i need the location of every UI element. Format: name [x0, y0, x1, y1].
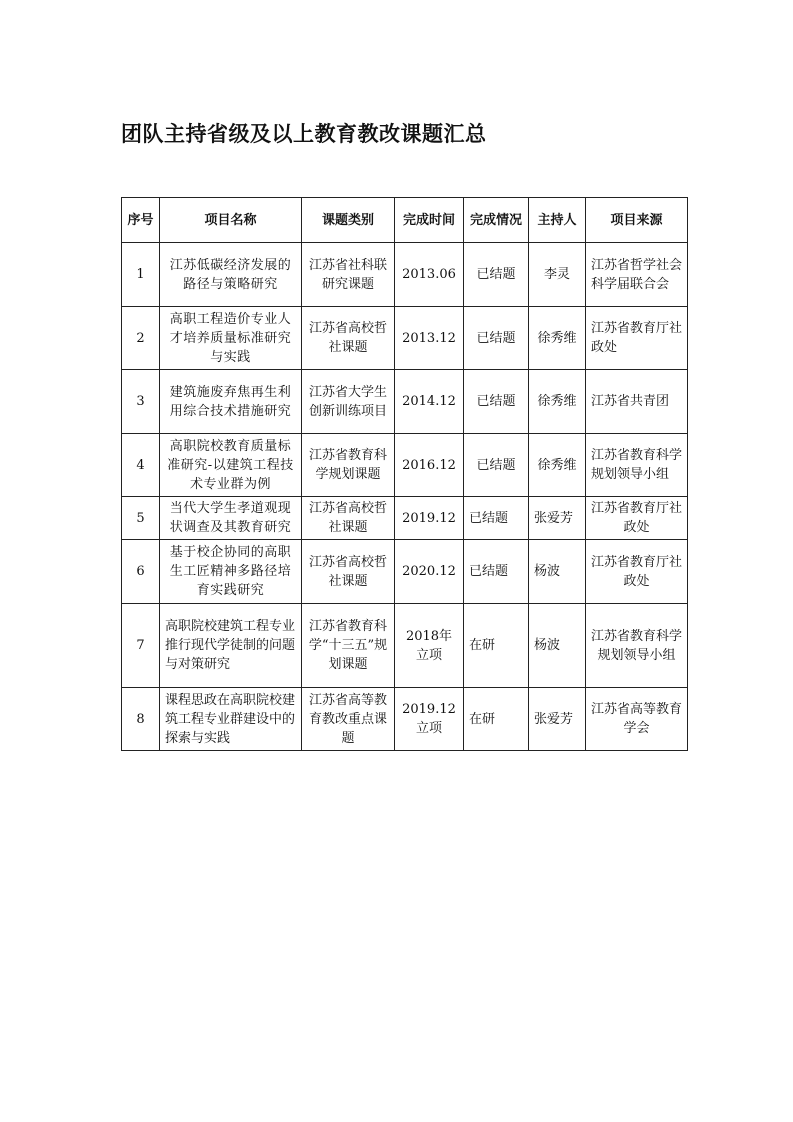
table-row: [122, 370, 688, 434]
cell-project-name: 江苏低碳经济发展的路径与策略研究: [160, 243, 302, 307]
cell-completion-status: 在研: [464, 688, 529, 751]
cell-host: 杨波: [529, 604, 586, 688]
header-completion-time: 完成时间: [395, 198, 464, 243]
cell-completion-time: 2014.12: [395, 370, 464, 434]
cell-completion-status: 在研: [464, 604, 529, 688]
table-row: [122, 307, 688, 370]
cell-host: 杨波: [529, 540, 586, 604]
cell-number: 4: [122, 434, 160, 497]
cell-completion-time: 2019.12: [395, 497, 464, 540]
cell-source: 江苏省教育厅社政处: [586, 307, 688, 370]
table-header-row: [122, 198, 688, 243]
cell-source: 江苏省教育科学规划领导小组: [586, 434, 688, 497]
table-row: [122, 688, 688, 751]
cell-project-name: 基于校企协同的高职生工匠精神多路径培育实践研究: [160, 540, 302, 604]
cell-project-name: 建筑施废弃焦再生利用综合技术措施研究: [160, 370, 302, 434]
cell-category: 江苏省教育科学“十三五”规划课题: [302, 604, 395, 688]
project-summary-table: [121, 197, 688, 751]
cell-category: 江苏省教育科学规划课题: [302, 434, 395, 497]
cell-source: 江苏省教育厅社政处: [586, 497, 688, 540]
cell-project-name: 课程思政在高职院校建筑工程专业群建设中的探索与实践: [160, 688, 302, 751]
cell-project-name: 高职工程造价专业人才培养质量标准研究与实践: [160, 307, 302, 370]
cell-number: 3: [122, 370, 160, 434]
cell-number: 8: [122, 688, 160, 751]
cell-category: 江苏省高校哲社课题: [302, 497, 395, 540]
cell-source: 江苏省哲学社会科学届联合会: [586, 243, 688, 307]
cell-category: 江苏省大学生创新训练项目: [302, 370, 395, 434]
header-project-name: 项目名称: [160, 198, 302, 243]
cell-project-name: 高职院校教育质量标准研究-以建筑工程技术专业群为例: [160, 434, 302, 497]
cell-category: 江苏省高校哲社课题: [302, 307, 395, 370]
table-row: [122, 497, 688, 540]
cell-host: 李灵: [529, 243, 586, 307]
cell-number: 7: [122, 604, 160, 688]
cell-completion-status: 已结题: [464, 307, 529, 370]
cell-number: 6: [122, 540, 160, 604]
cell-host: 徐秀维: [529, 370, 586, 434]
cell-completion-time: 2019.12立项: [395, 688, 464, 751]
table-row: [122, 434, 688, 497]
cell-category: 江苏省社科联研究课题: [302, 243, 395, 307]
cell-host: 张爱芳: [529, 688, 586, 751]
cell-project-name: 当代大学生孝道观现状调查及其教育研究: [160, 497, 302, 540]
header-category: 课题类别: [302, 198, 395, 243]
cell-host: 徐秀维: [529, 434, 586, 497]
cell-completion-time: 2013.12: [395, 307, 464, 370]
header-source: 项目来源: [586, 198, 688, 243]
cell-host: 张爱芳: [529, 497, 586, 540]
cell-completion-status: 已结题: [464, 497, 529, 540]
cell-number: 5: [122, 497, 160, 540]
cell-completion-time: 2020.12: [395, 540, 464, 604]
cell-completion-status: 已结题: [464, 243, 529, 307]
header-number: 序号: [122, 198, 160, 243]
header-completion-status: 完成情况: [464, 198, 529, 243]
cell-completion-time: 2013.06: [395, 243, 464, 307]
cell-source: 江苏省教育科学规划领导小组: [586, 604, 688, 688]
cell-category: 江苏省高等教育教改重点课题: [302, 688, 395, 751]
cell-source: 江苏省共青团: [586, 370, 688, 434]
table-row: [122, 243, 688, 307]
table-row: [122, 604, 688, 688]
cell-completion-status: 已结题: [464, 540, 529, 604]
page-title: 团队主持省级及以上教育教改课题汇总: [121, 122, 487, 146]
cell-source: 江苏省教育厅社政处: [586, 540, 688, 604]
cell-completion-time: 2018年立项: [395, 604, 464, 688]
cell-completion-status: 已结题: [464, 370, 529, 434]
cell-number: 2: [122, 307, 160, 370]
cell-completion-status: 已结题: [464, 434, 529, 497]
cell-project-name: 高职院校建筑工程专业推行现代学徒制的问题与对策研究: [160, 604, 302, 688]
cell-source: 江苏省高等教育学会: [586, 688, 688, 751]
cell-completion-time: 2016.12: [395, 434, 464, 497]
cell-category: 江苏省高校哲社课题: [302, 540, 395, 604]
table-row: [122, 540, 688, 604]
cell-host: 徐秀维: [529, 307, 586, 370]
header-host: 主持人: [529, 198, 586, 243]
cell-number: 1: [122, 243, 160, 307]
